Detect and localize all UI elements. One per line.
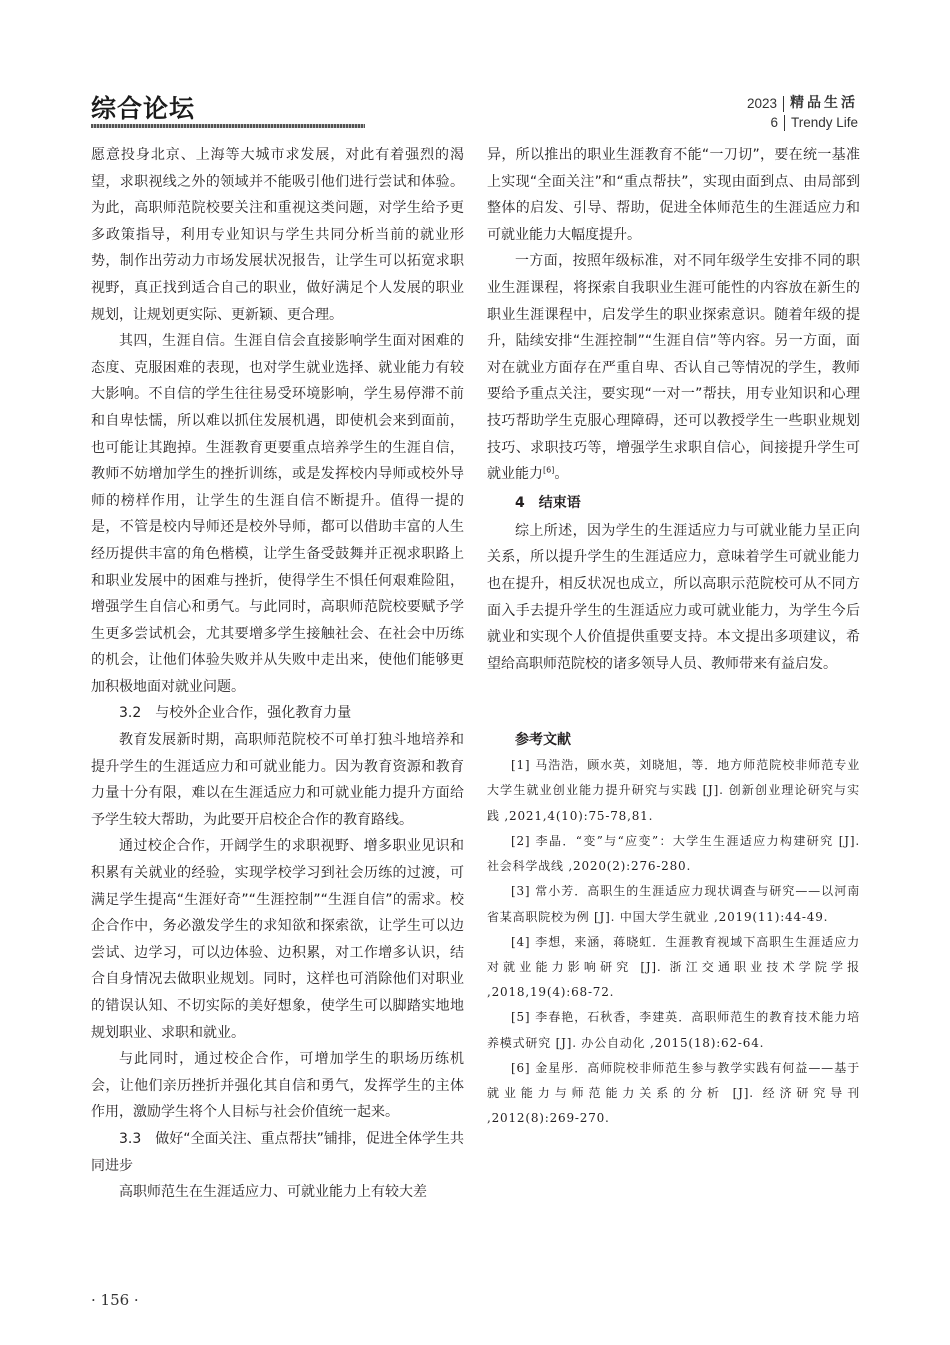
body-paragraph — [487, 248, 860, 487]
paragraph-text: 一方面，按照年级标准，对不同年级学生安排不同的职业生涯课程，将探索自我职业生涯可能性的内容放在新生的职业生涯课程中，启发学生的职业探索意识。随着年级的提升，陆续安排“生涯控制”“生涯自信”等内容。另一方面，面对在就业方面存在严重自卑、否认自己等情况的学生，教师要给予重点关注，要实现“一对一”帮扶，用专业知识和心理技巧帮助学生克服心理障碍，还可以教授学生一些职业规划技巧、求职技巧等，增强学生求职自信心，间接提升学生可就业能力 — [487, 253, 860, 483]
body-paragraph: 高职师范生在生涯适应力、可就业能力上有较大差 — [119, 1184, 427, 1201]
left-column — [91, 142, 464, 1206]
header-separator — [783, 96, 784, 112]
reference-item: [2] 李晶．“变”与“应变”：大学生生涯适应力构建研究 [J]. 社会科学战线 ,2020(2):276-280. — [487, 833, 860, 874]
body-paragraph: 综上所述，因为学生的生涯适应力与可就业能力呈正向关系，所以提升学生的生涯适应力，意味着学生可就业能力也在提升，相反状况也成立，所以高职示范院校可从不同方面入手去提升学生的生涯适应力或可就业能力，为学生今后就业和实现个人价值提供重要支持。本文提出多项建议，希望给高职师范院校的诸多领导人员、教师带来有益启发。 — [487, 522, 860, 672]
section-heading: 4 结束语 — [515, 494, 581, 511]
reference-item: [6] 金星彤．高师院校非师范生参与教学实践有何益——基于就业能力与师范能力关系的分析 [J]. 经济研究导刊 ,2012(8):269-270. — [487, 1060, 860, 1126]
journal-year: 2023 — [746, 96, 777, 111]
journal-issue: 6 — [770, 115, 778, 130]
header-separator — [784, 115, 785, 131]
reference-item: [5] 李春艳，石秋香，李建英．高职师范生的教育技术能力培养模式研究 [J]. 办公自动化 ,2015(18):62-64. — [487, 1010, 860, 1050]
reference-item: [3] 常小芳．高职生的生涯适应力现状调查与研究——以河南省某高职院校为例 [J]. 中国大学生就业 ,2019(11):44-49. — [487, 884, 860, 924]
section-title: 综合论坛 — [91, 94, 196, 123]
reference-item: [1] 马浩浩，顾水英，刘晓旭，等．地方师范院校非师范专业大学生就业创业能力提升研究与实践 [J]. 创新创业理论研究与实践 ,2021,4(10):75-78,81. — [487, 758, 860, 823]
citation-marker: [6] — [543, 465, 555, 475]
journal-name-cn: 精品生活 — [790, 95, 858, 111]
body-paragraph: 通过校企合作，开阔学生的求职视野、增多职业见识和积累有关就业的经验，实现学校学习到社会历练的过渡，可满足学生提高“生涯好奇”“生涯控制”“生涯自信”的需求。校企合作中，务必激发学生的求知欲和探索欲，让学生可以边尝试、边学习，可以边体验、边积累，对工作增多认识，结合自身情况去做职业规划。同时，这样也可消除他们对职业的错误认知、不切实际的美好想象，使学生可以脚踏实地地规划职业、求职和就业。 — [91, 838, 464, 1041]
header-rule — [91, 124, 365, 128]
body-paragraph: 愿意投身北京、上海等大城市求发展，对此有着强烈的渴望，求职视线之外的领域并不能吸引他们进行尝试和体验。为此，高职师范院校要关注和重视这类问题，对学生给予更多政策指导，利用专业知识与学生共同分析当前的就业形势，制作出劳动力市场发展状况报告，让学生可以拓宽求职视野，真正找到适合自己的职业，做好满足个人发展的职业规划，让规划更实际、更新颖、更合理。 — [91, 147, 464, 323]
references-title: 参考文献 — [515, 732, 571, 749]
body-paragraph: 其四，生涯自信。生涯自信会直接影响学生面对困难的态度、克服困难的表现，也对学生就业选择、就业能力有较大影响。不自信的学生往往易受环境影响，学生易停滞不前和自卑怯懦，所以难以抓住发展机遇，即使机会来到面前，也可能让其跑掉。生涯教育更要重点培养学生的生涯自信，教师不妨增加学生的挫折训练，或是发挥校内导师或校外导师的榜样作用，让学生的生涯自信不断提升。值得一提的是，不管是校内导师还是校外导师，都可以借助丰富的人生经历提供丰富的角色楷模，让学生备受鼓舞并正视求职路上和职业发展中的困难与挫折，使得学生不惧任何艰难险阻，增强学生自信心和勇气。与此同时，高职师范院校要赋予学生更多尝试机会，尤其要增多学生接触社会、在社会中历练的机会，让他们体验失败并从失败中走出来，使他们能够更加积极地面对就业问题。 — [91, 333, 464, 695]
subsection-heading: 3.3 做好“全面关注、重点帮扶”铺排，促进全体学生共同进步 — [91, 1130, 464, 1174]
page-number: · 156 · — [91, 1291, 139, 1309]
subsection-heading: 3.2 与校外企业合作，强化教育力量 — [119, 705, 352, 722]
journal-name-en: Trendy Life — [790, 115, 858, 130]
body-paragraph: 与此同时，通过校企合作，可增加学生的职场历练机会，让他们亲历挫折并强化其自信和勇气，发挥学生的主体作用，激励学生将个人目标与社会价值统一起来。 — [91, 1051, 464, 1121]
body-paragraph: 教育发展新时期，高职师范院校不可单打独斗地培养和提升学生的生涯适应力和可就业能力。因为教育资源和教育力量十分有限，难以在生涯适应力和可就业能力提升方面给予学生较大帮助，为此要开启校企合作的教育路线。 — [91, 732, 464, 828]
paragraph-end: 。 — [554, 466, 569, 483]
right-column — [487, 142, 860, 1131]
journal-header — [747, 94, 858, 132]
body-paragraph: 异，所以推出的职业生涯教育不能“一刀切”，要在统一基准上实现“全面关注”和“重点帮扶”，实现由面到点、由局部到整体的启发、引导、帮助，促进全体师范生的生涯适应力和可就业能力大幅度提升。 — [487, 147, 860, 243]
reference-item: [4] 李想，来涵，蒋晓虹．生涯教育视域下高职生生涯适应力对就业能力影响研究 [J]. 浙江交通职业技术学院学报 ,2018,19(4):68-72. — [487, 934, 860, 1000]
